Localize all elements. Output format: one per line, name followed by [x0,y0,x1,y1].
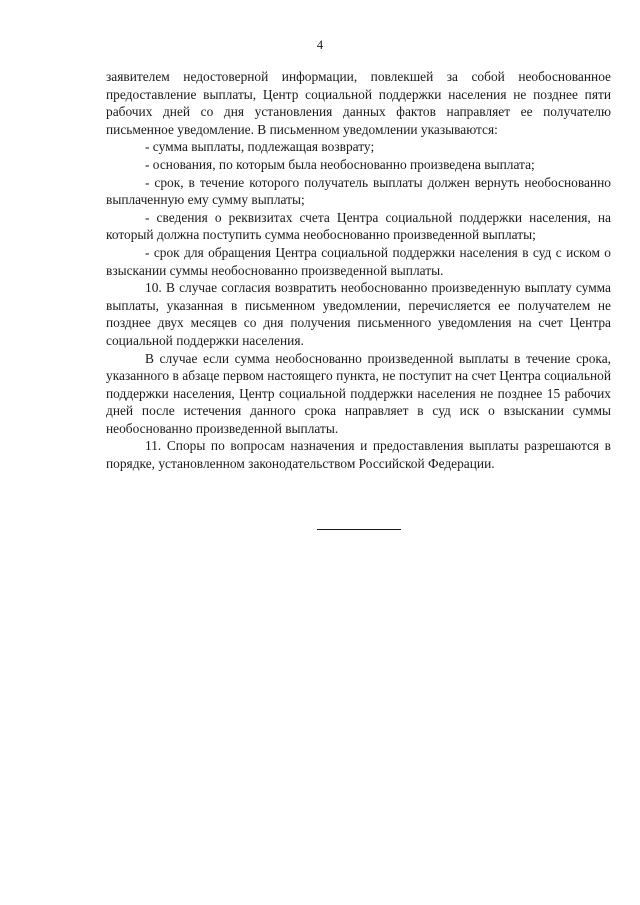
list-item-refund-amount: - сумма выплаты, подлежащая возврату; [145,139,375,155]
list-item-grounds: - основания, по которым была необоснованно произведена выплата; [145,156,535,172]
list-item-return-deadline: - срок, в течение которого получатель выплаты должен вернуть необоснованно выплаченную ему сумму выплаты; [106,174,611,208]
page-number: 4 [316,38,324,52]
document-body [106,68,611,473]
list-item-account-details: - сведения о реквизитах счета Центра социальной поддержки населения, на который должна поступить сумма необоснованно произведенной выплаты; [106,209,611,243]
paragraph-item-11: 11. Споры по вопросам назначения и предоставления выплаты разрешаются в порядке, установленном законодательством Российской Федерации. [106,438,611,472]
list-item-court-deadline: - срок для обращения Центра социальной поддержки населения в суд с иском о взыскании суммы необоснованно произведенной выплаты. [106,244,611,278]
paragraph-continuation: заявителем недостоверной информации, повлекшей за собой необоснованное предоставление выплаты, Центр социальной поддержки населения не позднее пяти рабочих дней со дня установления данных фактов направляет ее получателю письменное уведомление. В письменном уведомлении указываются: [106,69,611,137]
paragraph-item-10: 10. В случае согласия возвратить необоснованно произведенную выплату сумма выплаты, указанная в письменном уведомлении, перечисляется ее получателем не позднее двух месяцев со дня получения письменного уведомления на счет Центра социальной поддержки населения. [106,280,611,348]
paragraph-item-10-continued: В случае если сумма необоснованно произведенной выплаты в течение срока, указанного в абзаце первом настоящего пункта, не поступит на счет Центра социальной поддержки населения, Центр социальной поддержки населения не позднее 15 рабочих дней после истечения данного срока направляет в суд иск о взыскании суммы необоснованно произведенной выплаты. [106,350,611,436]
end-of-document-rule [317,529,401,530]
